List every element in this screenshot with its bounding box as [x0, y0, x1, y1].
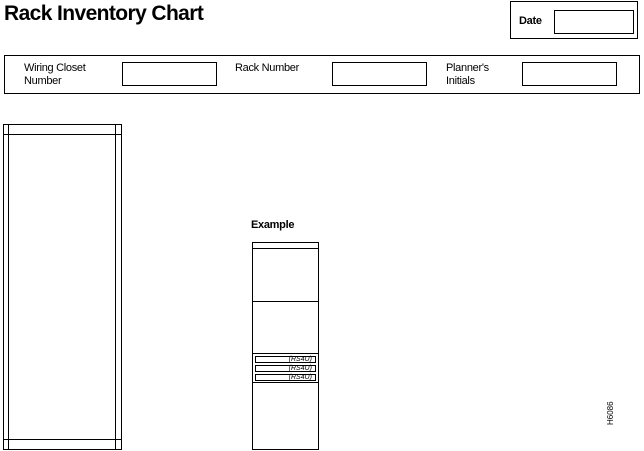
planners-initials-field[interactable] [522, 62, 617, 86]
planners-initials-label-line2: Initials [446, 75, 475, 87]
figure-id: H6086 [606, 401, 615, 425]
rack-bottom-cap [4, 439, 121, 449]
rack-top-cap [4, 125, 121, 135]
date-field[interactable] [554, 10, 634, 34]
example-rack-divider [253, 301, 318, 302]
example-label: Example [251, 219, 295, 231]
date-box [510, 1, 638, 39]
wiring-closet-field[interactable] [122, 62, 217, 86]
example-slot: (RS4U) [255, 374, 316, 381]
planners-initials-label-line1: Planner's [446, 62, 489, 74]
date-label: Date [519, 15, 542, 27]
example-slot: (RS4U) [255, 365, 316, 372]
rack-right-rail [115, 125, 116, 449]
page-title: Rack Inventory Chart [4, 2, 204, 25]
example-rack-divider [253, 382, 318, 383]
wiring-closet-label-line1: Wiring Closet [24, 62, 86, 74]
rack-number-label-line1: Rack Number [235, 62, 299, 74]
example-slot: (RS4U) [255, 356, 316, 363]
rack-diagram [3, 124, 122, 450]
example-rack [252, 242, 319, 450]
info-row [4, 55, 640, 94]
rack-number-field[interactable] [332, 62, 427, 86]
wiring-closet-label-line2: Number [24, 75, 62, 87]
planners-initials-label [446, 62, 489, 88]
example-rack-divider [253, 353, 318, 354]
rack-left-rail [8, 125, 9, 449]
rack-number-label [235, 62, 299, 75]
example-rack-top-cap [253, 243, 318, 249]
wiring-closet-label [24, 62, 86, 88]
